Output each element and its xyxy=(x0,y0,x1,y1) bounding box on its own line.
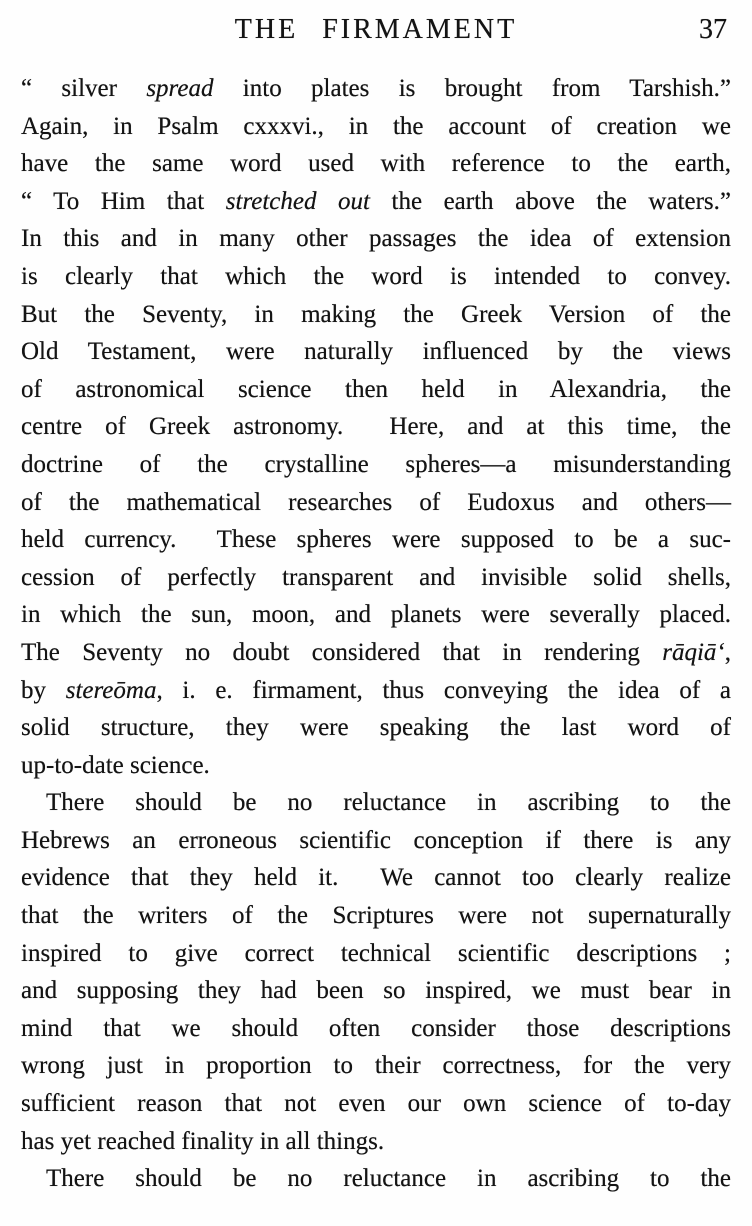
text-line xyxy=(21,408,731,446)
text-segment: “ To Him that xyxy=(21,187,226,215)
text-line xyxy=(21,672,731,710)
text-segment: “ silver xyxy=(21,75,147,102)
running-title: THE FIRMAMENT xyxy=(234,14,518,45)
text-line xyxy=(21,258,731,296)
text-line xyxy=(21,1123,731,1161)
paragraph xyxy=(21,70,731,784)
text-segment: that the writers of the Scriptures were not supernaturally xyxy=(21,902,731,930)
text-segment: Hebrews an erroneous scientific conception if there is any xyxy=(21,826,731,854)
text-line xyxy=(21,521,731,559)
text-line xyxy=(21,972,731,1010)
text-segment: into plates is brought from Tarshish.” xyxy=(213,75,731,102)
text-line xyxy=(21,747,731,785)
text-segment: centre of Greek astronomy. Here, and at this time, the xyxy=(21,413,731,441)
text-segment: in which the sun, moon, and planets were severally placed. xyxy=(21,601,731,629)
text-segment: has yet reached finality in all things. xyxy=(21,1127,385,1155)
text-segment: of the mathematical researches of Eudoxus and others— xyxy=(21,488,731,516)
text-segment: , xyxy=(724,638,731,666)
text-line xyxy=(21,183,731,221)
text-line xyxy=(21,596,731,634)
text-segment: There should be no reluctance in ascribing to the xyxy=(46,789,731,817)
text-segment: cession of perfectly transparent and invisible solid shells, xyxy=(21,563,731,591)
text-segment: evidence that they held it. We cannot too clearly realize xyxy=(21,864,731,892)
text-line xyxy=(21,484,731,522)
text-segment: Old Testament, were naturally influenced by the views xyxy=(21,338,731,366)
text-line xyxy=(21,935,731,973)
text-line xyxy=(21,1160,731,1198)
text-segment: doctrine of the crystalline spheres—a misunderstanding xyxy=(21,450,731,478)
text-segment: The Seventy no doubt considered that in rendering xyxy=(21,638,663,666)
text-segment: the earth above the waters.” xyxy=(369,187,731,215)
text-segment: up-to-date science. xyxy=(21,751,210,779)
text-line xyxy=(21,784,731,822)
italic-text: stereōma xyxy=(65,676,157,704)
text-line xyxy=(21,371,731,409)
text-line xyxy=(21,220,731,258)
page-body xyxy=(21,70,731,1198)
text-segment: and supposing they had been so inspired, we must bear in xyxy=(21,977,731,1005)
text-segment: sufficient reason that not even our own science of to-day xyxy=(21,1090,731,1118)
text-segment: But the Seventy, in making the Greek Version of the xyxy=(21,300,731,328)
text-segment: have the same word used with reference to the earth, xyxy=(21,150,731,178)
text-segment: by xyxy=(21,676,66,704)
italic-text: stretched out xyxy=(225,187,370,215)
italic-text: rāqiā‘ xyxy=(662,638,725,666)
text-line xyxy=(21,897,731,935)
paragraph xyxy=(21,1160,731,1198)
text-segment: There should be no reluctance in ascribing to the xyxy=(46,1165,731,1193)
text-line xyxy=(21,1085,731,1123)
text-segment: mind that we should often consider those descriptions xyxy=(21,1014,731,1042)
text-segment: In this and in many other passages the idea of extension xyxy=(21,225,731,253)
page-number: 37 xyxy=(699,14,727,45)
text-segment: of astronomical science then held in Alexandria, the xyxy=(21,375,731,403)
text-line xyxy=(21,859,731,897)
text-line xyxy=(21,1047,731,1085)
text-segment: inspired to give correct technical scientific descriptions ; xyxy=(21,939,731,967)
text-segment: solid structure, they were speaking the last word of xyxy=(21,714,731,742)
text-line xyxy=(21,70,731,108)
page-header xyxy=(21,14,731,54)
text-line xyxy=(21,296,731,334)
paragraph xyxy=(21,784,731,1160)
text-segment: wrong just in proportion to their correctness, for the very xyxy=(21,1052,731,1080)
text-line xyxy=(21,108,731,146)
text-line xyxy=(21,333,731,371)
italic-text: spread xyxy=(146,75,214,102)
text-line xyxy=(21,822,731,860)
text-segment: held currency. These spheres were supposed to be a suc- xyxy=(21,526,731,554)
text-segment: is clearly that which the word is intended to convey. xyxy=(21,262,731,290)
text-line xyxy=(21,1010,731,1048)
text-line xyxy=(21,634,731,672)
text-line xyxy=(21,145,731,183)
text-line xyxy=(21,559,731,597)
text-segment: Again, in Psalm cxxxvi., in the account of creation we xyxy=(21,112,731,140)
text-line xyxy=(21,709,731,747)
text-segment: , i. e. firmament, thus conveying the idea of a xyxy=(156,676,731,704)
text-line xyxy=(21,446,731,484)
